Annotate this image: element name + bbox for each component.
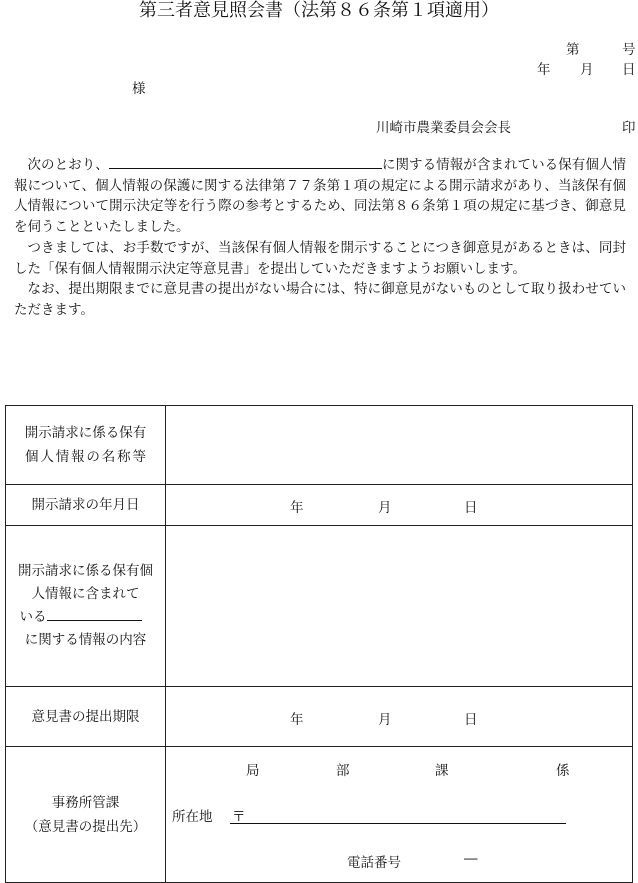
issue-date-day: 日 xyxy=(622,62,636,78)
label-line: （意見書の提出先） xyxy=(24,818,147,835)
phone-dash: ― xyxy=(464,851,478,867)
dept-kakari: 係 xyxy=(556,763,570,779)
body-paragraph-3: なお、提出期限までに意見書の提出がない場合には、特に御意見がないものとして取り扱わせていただきます。 xyxy=(14,281,626,318)
value-information-name xyxy=(166,406,633,485)
request-date-day: 日 xyxy=(464,500,478,516)
phone-label: 電話番号 xyxy=(347,855,401,871)
label-third-party-info xyxy=(6,526,166,687)
row-responsible-office xyxy=(6,747,633,883)
value-responsible-office xyxy=(166,747,633,883)
label-information-name xyxy=(6,406,166,485)
label-line: に関する情報の内容 xyxy=(24,632,147,648)
deadline-year: 年 xyxy=(290,712,304,728)
request-date-month: 月 xyxy=(378,500,392,516)
document-title: 第三者意見照会書（法第８６条第１項適用） xyxy=(139,0,499,21)
postal-mark: 〒 xyxy=(232,809,246,825)
address-label: 所在地 xyxy=(172,809,213,825)
label-line: 開示請求に係る保有個 xyxy=(18,563,153,579)
value-request-date xyxy=(166,485,633,526)
label-line-with-blank xyxy=(20,606,152,629)
row-request-date xyxy=(6,485,633,526)
body-paragraph-2: つきましては、お手数ですが、当該保有個人情報を開示することにつき御意見があるときは、同封した「保有個人情報開示決定等意見書」を提出していただきますようお願いします。 xyxy=(14,240,626,277)
subject-blank-line xyxy=(109,155,382,169)
label-request-date: 開示請求の年月日 xyxy=(6,485,166,526)
label-submission-deadline: 意見書の提出期限 xyxy=(6,687,166,747)
address-underline xyxy=(230,823,566,824)
dept-bu: 部 xyxy=(336,763,350,779)
inquiry-table xyxy=(5,405,633,883)
issue-date-month: 月 xyxy=(580,62,594,78)
label-line: 開示請求に係る保有 xyxy=(24,425,147,441)
label-line: 個人情報の名称等 xyxy=(25,449,146,465)
label-line: 人情報に含まれて xyxy=(31,586,140,602)
label-line: 事務所管課 xyxy=(51,794,120,811)
label-line: いる xyxy=(19,609,47,625)
value-third-party-info xyxy=(166,526,633,687)
number-prefix: 第 xyxy=(566,42,580,58)
third-party-blank-line xyxy=(47,608,142,621)
body-paragraph-1 xyxy=(14,155,626,237)
request-date-year: 年 xyxy=(290,500,304,516)
row-submission-deadline xyxy=(6,687,633,747)
row-information-name xyxy=(6,406,633,485)
deadline-month: 月 xyxy=(378,712,392,728)
deadline-day: 日 xyxy=(464,712,478,728)
para1-rest: に関する情報が含まれている保有個人情報について、個人情報の保護に関する法律第７７条第１項の規定による開示請求があり、当該保有個人情報について開示決定等を行う際の参考とするため、同法第８６条第１項の規定に基づき、御意見を伺うことといたしました。 xyxy=(14,157,626,235)
dept-kyoku: 局 xyxy=(246,763,260,779)
label-responsible-office xyxy=(6,747,166,883)
seal-mark: 印 xyxy=(622,120,636,136)
sender-name: 川崎市農業委員会会長 xyxy=(376,120,511,136)
para1-lead: 次のとおり、 xyxy=(27,157,109,173)
issue-date-year: 年 xyxy=(537,62,551,78)
row-third-party-info xyxy=(6,526,633,687)
addressee-suffix: 様 xyxy=(132,81,146,97)
value-submission-deadline xyxy=(166,687,633,747)
dept-ka: 課 xyxy=(435,763,449,779)
number-suffix: 号 xyxy=(622,42,636,58)
